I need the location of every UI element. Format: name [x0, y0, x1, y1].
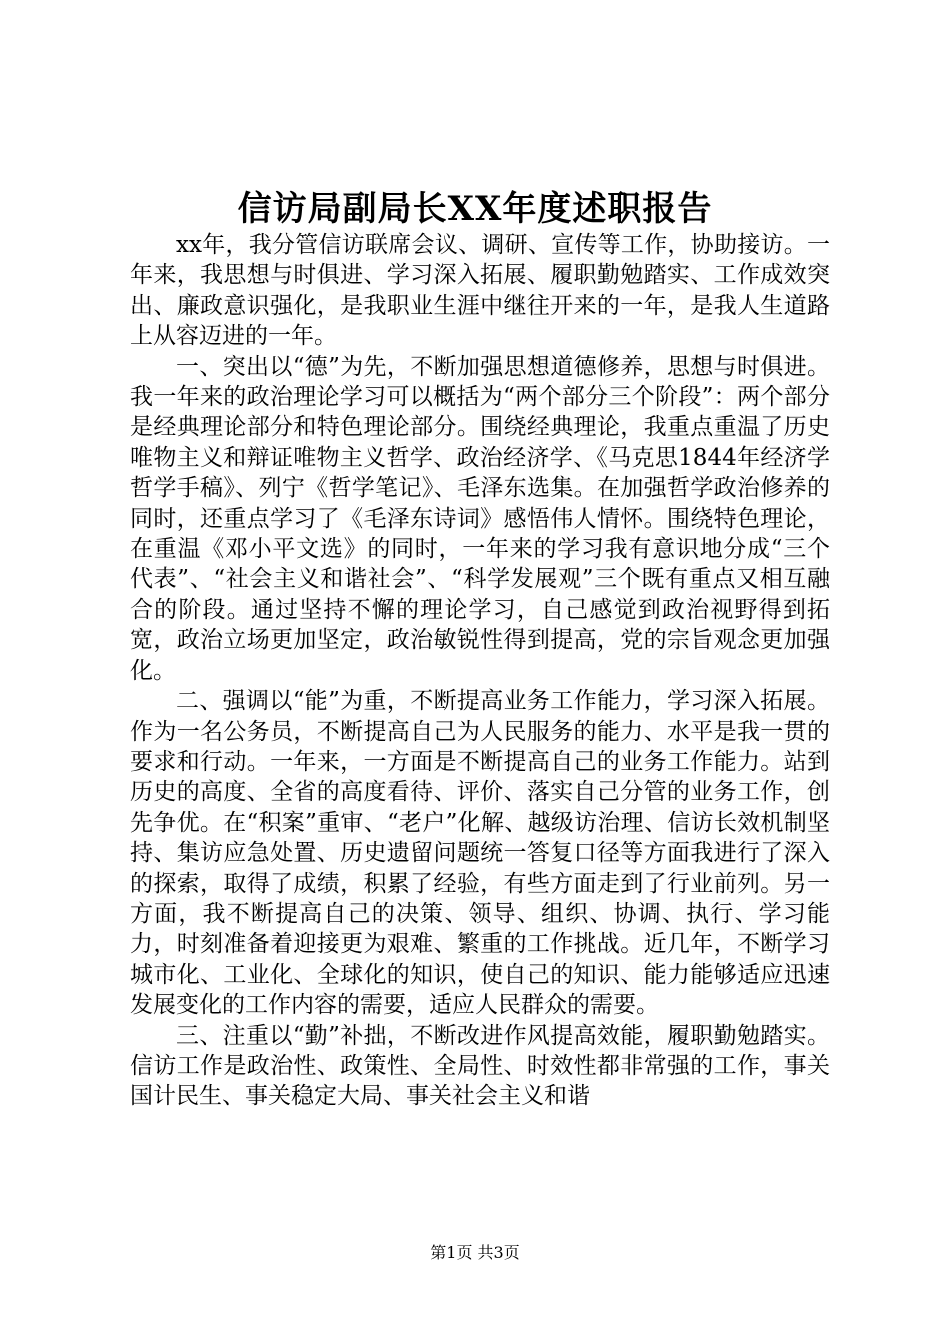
page-footer [0, 1242, 950, 1264]
section-three-paragraph: 三、注重以“勤”补拙，不断改进作风提高效能，履职勤勉踏实。信访工作是政治性、政策性、全局性、时效性都非常强的工作，事关国计民生、事关稳定大局、事关社会主义和谐 [130, 1022, 830, 1110]
document-body [130, 230, 830, 1112]
document-title: 信访局副局长XX年度述职报告 [237, 189, 713, 229]
section-one-paragraph: 一、突出以“德”为先，不断加强思想道德修养，思想与时俱进。我一年来的政治理论学习可以概括为“两个部分三个阶段”：两个部分是经典理论部分和特色理论部分。围绕经典理论，我重点重温了历史唯物主义和辩证唯物主义哲学、政治经济学、《马克思1844年经济学哲学手稿》、列宁《哲学笔记》、毛泽东选集。在加强哲学政治修养的同时，还重点学习了《毛泽东诗词》感悟伟人情怀。围绕特色理论，在重温《邓小平文选》的同时，一年来的学习我有意识地分成“三个代表”、“社会主义和谐社会”、“科学发展观”三个既有重点又相互融合的阶段。通过坚持不懈的理论学习，自己感觉到政治视野得到拓宽，政治立场更加坚定，政治敏锐性得到提高，党的宗旨观念更加强化。 [130, 353, 830, 684]
section-two-paragraph: 二、强调以“能”为重，不断提高业务工作能力，学习深入拓展。作为一名公务员，不断提高自己为人民服务的能力、水平是我一贯的要求和行动。一年来，一方面是不断提高自己的业务工作能力。站到历史的高度、全省的高度看待、评价、落实自己分管的业务工作，创先争优。在“积案”重审、“老户”化解、越级访治理、信访长效机制坚持、集访应急处置、历史遗留问题统一答复口径等方面我进行了深入的探索，取得了成绩，积累了经验，有些方面走到了行业前列。另一方面，我不断提高自己的决策、领导、组织、协调、执行、学习能力，时刻准备着迎接更为艰难、繁重的工作挑战。近几年，不断学习城市化、工业化、全球化的知识，使自己的知识、能力能够适应迅速发展变化的工作内容的需要，适应人民群众的需要。 [130, 688, 830, 1019]
intro-paragraph: xx年，我分管信访联席会议、调研、宣传等工作，协助接访。一年来，我思想与时俱进、学习深入拓展、履职勤勉踏实、工作成效突出、廉政意识强化，是我职业生涯中继往开来的一年，是我人生道路上从容迈进的一年。 [130, 232, 830, 350]
page-number-label: 第1页 共3页 [430, 1243, 520, 1262]
